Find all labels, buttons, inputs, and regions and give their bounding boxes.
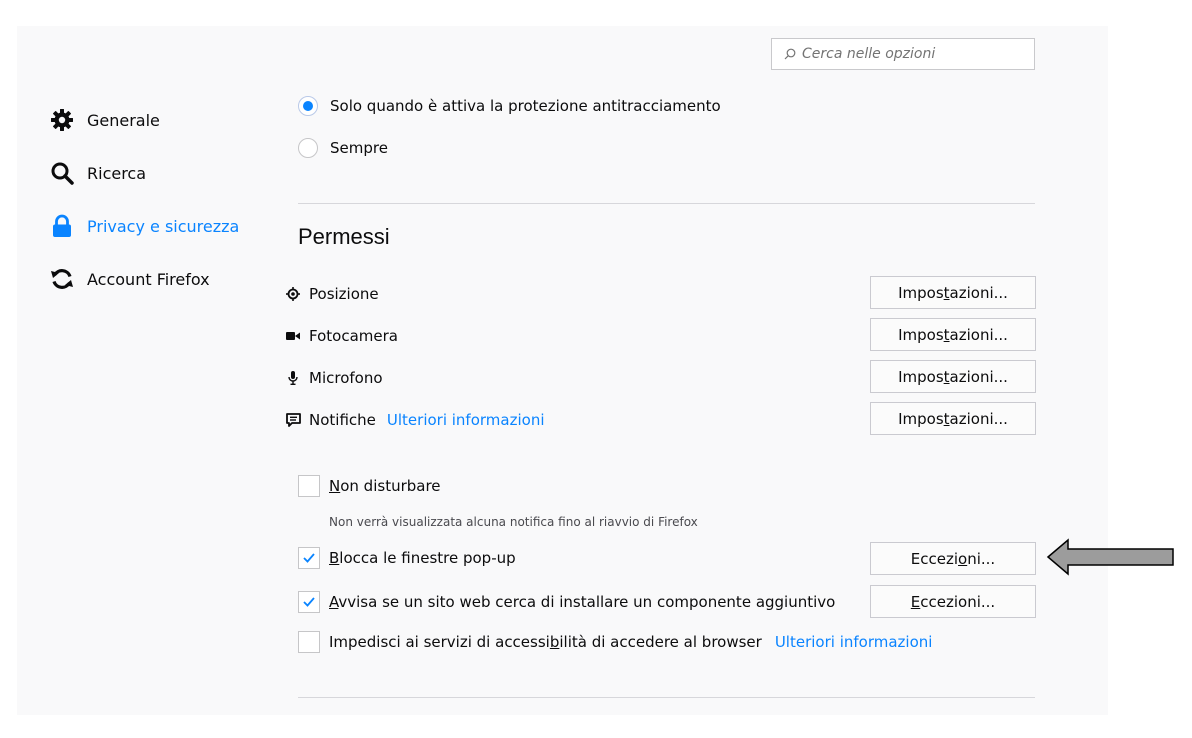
sidebar-item-general[interactable] bbox=[49, 106, 160, 134]
camera-icon bbox=[285, 328, 301, 344]
notification-icon bbox=[285, 412, 301, 428]
checkbox-label: Impedisci ai servizi di accessibilità di accedere al browser bbox=[329, 633, 762, 651]
checkbox[interactable] bbox=[298, 631, 320, 653]
permission-label: Fotocamera bbox=[309, 327, 398, 345]
preferences-panel bbox=[17, 26, 1108, 715]
accessibility-learn-more-link[interactable]: Ulteriori informazioni bbox=[774, 633, 933, 651]
permissions-heading: Permessi bbox=[298, 224, 390, 249]
microphone-settings-button[interactable]: Impostazioni... bbox=[870, 360, 1036, 393]
notifications-settings-button[interactable]: Impostazioni... bbox=[870, 402, 1036, 435]
popup-exceptions-button[interactable]: Eccezioni... bbox=[870, 542, 1036, 575]
permission-camera bbox=[285, 327, 398, 345]
addon-exceptions-button[interactable]: Eccezioni... bbox=[870, 585, 1036, 618]
sidebar-item-label: Ricerca bbox=[87, 163, 147, 183]
search-box[interactable] bbox=[771, 38, 1035, 70]
do-not-disturb-note: Non verrà visualizzata alcuna notifica fino al riavvio di Firefox bbox=[329, 515, 698, 529]
permission-location bbox=[285, 285, 379, 303]
location-settings-button[interactable]: Impostazioni... bbox=[870, 276, 1036, 309]
sidebar-item-label: Account Firefox bbox=[87, 269, 210, 289]
checkmark-icon bbox=[303, 597, 315, 607]
radio-label: Sempre bbox=[330, 139, 388, 157]
annotation-arrow-icon bbox=[1046, 537, 1176, 577]
do-not-disturb-option[interactable] bbox=[298, 475, 441, 497]
section-divider bbox=[298, 203, 1035, 204]
sync-icon bbox=[49, 266, 75, 292]
sidebar-item-label: Privacy e sicurezza bbox=[87, 216, 240, 236]
permission-microphone bbox=[285, 369, 383, 387]
gear-icon bbox=[49, 107, 75, 133]
permission-label: Notifiche bbox=[309, 411, 376, 429]
microphone-icon bbox=[285, 370, 301, 386]
checkbox-label: Avvisa se un sito web cerca di installare un componente aggiuntivo bbox=[329, 593, 836, 611]
permission-label: Microfono bbox=[309, 369, 383, 387]
location-icon bbox=[285, 286, 301, 302]
search-input[interactable] bbox=[802, 46, 1022, 62]
permission-label: Posizione bbox=[309, 285, 379, 303]
dnt-option-always[interactable] bbox=[298, 138, 388, 158]
search-icon bbox=[784, 48, 796, 60]
checkbox-label: Non disturbare bbox=[329, 477, 441, 495]
sidebar-item-privacy[interactable] bbox=[49, 212, 239, 240]
lock-icon bbox=[49, 213, 75, 239]
block-popups-option[interactable] bbox=[298, 547, 516, 569]
radio-button[interactable] bbox=[298, 138, 318, 158]
addon-install-warning-option[interactable] bbox=[298, 591, 835, 613]
checkbox-label: Blocca le finestre pop-up bbox=[329, 549, 516, 567]
sidebar-item-firefox-account[interactable] bbox=[49, 265, 210, 293]
checkbox[interactable] bbox=[298, 475, 320, 497]
dnt-option-tracking[interactable] bbox=[298, 96, 721, 116]
checkbox-checked[interactable] bbox=[298, 591, 320, 613]
radio-button[interactable] bbox=[298, 96, 318, 116]
section-divider bbox=[298, 697, 1035, 698]
camera-settings-button[interactable]: Impostazioni... bbox=[870, 318, 1036, 351]
checkbox-checked[interactable] bbox=[298, 547, 320, 569]
notifications-learn-more-link[interactable]: Ulteriori informazioni bbox=[386, 411, 545, 429]
search-icon bbox=[49, 160, 75, 186]
radio-label: Solo quando è attiva la protezione antitracciamento bbox=[330, 97, 721, 115]
sidebar-item-search[interactable] bbox=[49, 159, 146, 187]
checkmark-icon bbox=[303, 553, 315, 563]
permission-notifications bbox=[285, 411, 545, 429]
block-accessibility-option[interactable] bbox=[298, 631, 932, 653]
sidebar-item-label: Generale bbox=[87, 110, 160, 130]
